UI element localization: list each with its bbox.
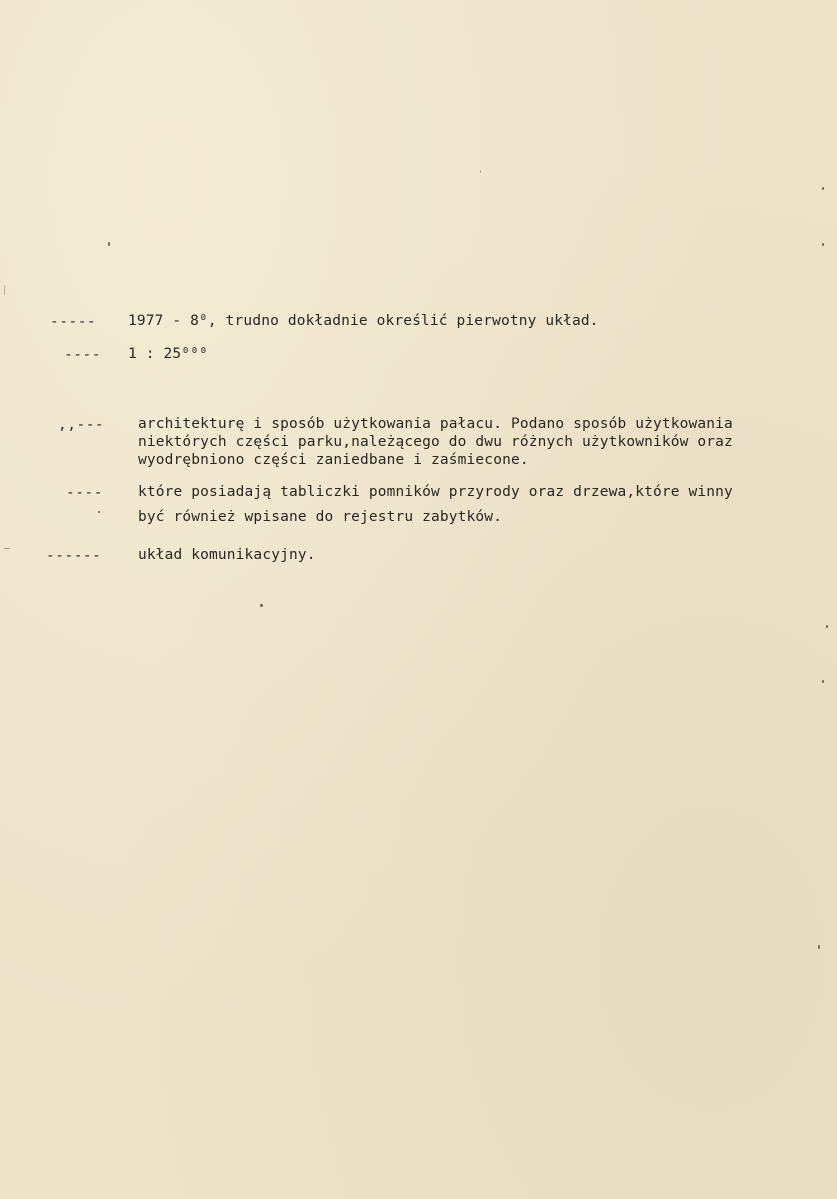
paper-speck xyxy=(260,604,263,607)
paper-speck xyxy=(822,243,824,246)
paper-speck xyxy=(4,548,10,549)
entry-line: 1 : 25⁰⁰⁰ xyxy=(128,346,208,362)
entry-line: niektórych części parku,należącego do dwu różnych użytkowników oraz xyxy=(138,434,733,450)
paper-speck xyxy=(4,285,5,295)
entry-marker: ----- xyxy=(50,314,97,330)
entry-line: wyodrębniono części zaniedbane i zaśmiecone. xyxy=(138,452,529,468)
paper-speck xyxy=(822,680,824,683)
entry-line: być również wpisane do rejestru zabytków. xyxy=(138,509,503,525)
paper-speck xyxy=(826,625,828,628)
entry-marker: ------ xyxy=(46,548,102,564)
paper-speck xyxy=(98,511,100,513)
entry-line: układ komunikacyjny. xyxy=(138,547,316,563)
entry-line: architekturę i sposób użytkowania pałacu. Podano sposób użytkowania xyxy=(138,416,733,432)
paper-speck xyxy=(480,170,481,173)
paper-speck xyxy=(108,242,110,246)
paper-speck xyxy=(822,187,824,190)
paper-speck xyxy=(818,945,820,949)
entry-marker: ---- xyxy=(66,485,103,501)
entry-line: 1977 - 8⁰, trudno dokładnie określić pierwotny układ. xyxy=(128,313,599,329)
entry-marker: ---- xyxy=(64,347,101,363)
entry-marker: ,,--- xyxy=(58,417,105,433)
entry-line: które posiadają tabliczki pomników przyrody oraz drzewa,które winny xyxy=(138,484,733,500)
